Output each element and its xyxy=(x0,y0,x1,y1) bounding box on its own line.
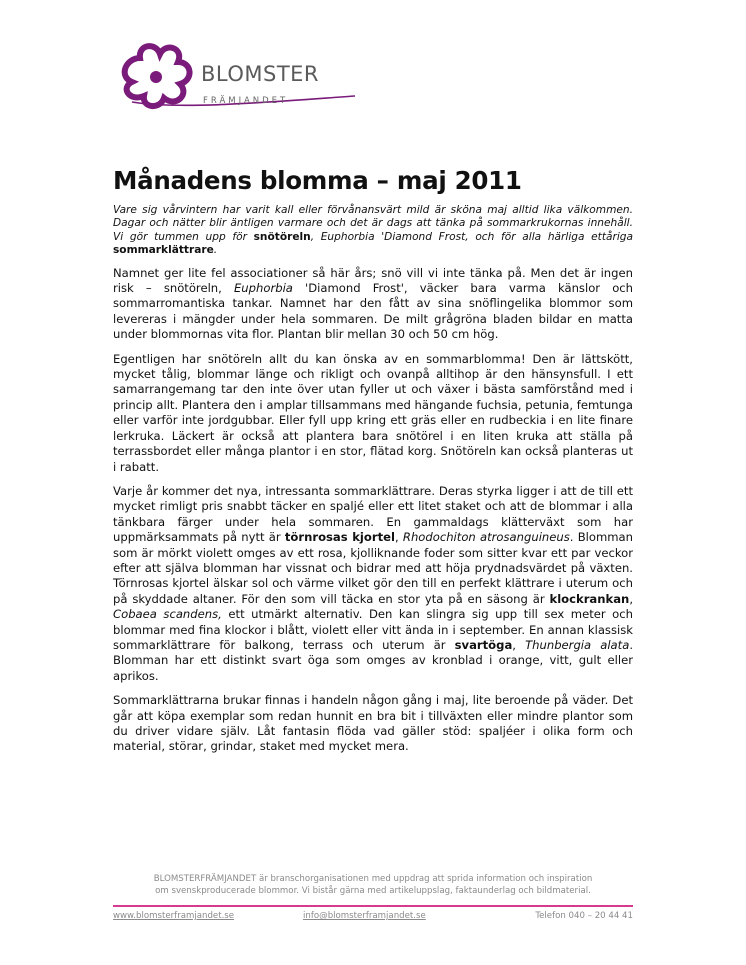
paragraph-4: Sommarklättrarna brukar finnas i handeln någon gång i maj, lite beroende på väder. Det går att köpa exemplar som redan hunnit en bra bit i tillväxten eller mindre plantor som du driver vidare själv. Låt fantasin flöda vad gäller stöd: spaljéer i olika form och material, störar, grindar, staket med mycket mera. xyxy=(113,693,633,754)
p3-bold-tornrosas-kjortel: törnrosas kjortel xyxy=(284,530,395,545)
logo xyxy=(110,40,360,110)
phone-number: Telefon 040 – 20 44 41 xyxy=(535,911,633,921)
lead-paragraph xyxy=(113,204,633,258)
p3-text-b: , xyxy=(394,530,403,545)
p1-text-a: Namnet ger lite fel associationer så här års; snö vill vi inte tänka på. Men det är ingen risk – snötöreln, xyxy=(113,265,633,296)
lead-text-3: . xyxy=(213,244,218,257)
p1-italic-euphorbia: Euphorbia xyxy=(233,281,293,296)
p3-text-c: . Blomman som är mörkt violett omges av ett rosa, kjolliknande foder som sitter kvar ett par veckor efter att själva blomman har vissnat och bidrar med att höja prydnadsvärdet på växten. Törnrosas kjortel älskar sol och värme vilket gör den till en perfekt klättrare i uterum och på skyddade altaner. För den som vill täcka en stor yta på en säsong är xyxy=(113,530,634,606)
paragraph-2: Egentligen har snötöreln allt du kan önska av en sommarblomma! Den är lättskött, mycket tålig, blommar länge och rikligt och ovanpå alltihop är den hänsynsfull. I ett samarrangemang tar den inte över utan fyller ut och växer i bästa samförstånd med i princip allt. Plantera den i amplar tillsammans med hängande fuchsia, petunia, femtunga eller varför inte jordgubbar. Eller fyll upp kring ett gräs eller en rudbeckia i en lite finare lerkruka. Läckert är också att plantera bara snötörel i en liten kruka att ställa på terrassbordet eller många plantor i en stor, flätad korg. Snötöreln kan också planteras ut i rabatt. xyxy=(113,351,633,474)
page-title: Månadens blomma – maj 2011 xyxy=(113,166,522,195)
email-link[interactable]: info@blomsterframjandet.se xyxy=(303,911,426,921)
website-link[interactable]: www.blomsterframjandet.se xyxy=(113,911,235,921)
footer-links xyxy=(113,911,633,925)
lead-bold-snotoreln: snötöreln xyxy=(253,230,311,243)
lead-text-2: , Euphorbia 'Diamond Frost, och för alla härliga ettåriga xyxy=(310,230,633,243)
logo-subtitle: FRÄMJANDET xyxy=(203,96,289,106)
footer-note xyxy=(113,873,633,897)
p3-text-a: Varje år kommer det nya, intressanta sommarklättrare. Deras styrka ligger i att de till ett mycket rimligt pris snabbt täcker en spaljé eller ett litet staket och att de blommar i alla tänkbara färger under hela sommaren. En gammaldags klätterväxt som har uppmärksammats på nytt är xyxy=(113,483,633,545)
lead-bold-sommarklattrare: sommarklättrare xyxy=(113,244,214,257)
footer-note-line-1: BLOMSTERFRÄMJANDET är branschorganisationen med uppdrag att sprida information och inspiration xyxy=(153,874,593,884)
p1-text-b: 'Diamond Frost', väcker bara varma känslor och sommarromantiska tankar. Namnet har den fått av sina snöflingelika blommor som levereras i mängder under hela sommaren. De milt grågröna bladen bildar en matta under blommornas vita flor. Plantan blir mellan 30 och 50 cm hög. xyxy=(113,281,634,342)
p3-text-g: . Blomman har ett distinkt svart öga som omges av kronblad i orange, vitt, gult eller aprikos. xyxy=(113,637,633,683)
p3-italic-rhodochiton: Rhodochiton atrosanguineus xyxy=(402,530,570,545)
logo-wordmark: BLOMSTER xyxy=(201,62,320,86)
p3-bold-klockrankan: klockrankan xyxy=(549,591,630,606)
p3-text-e: ett utmärkt alternativ. Den kan slingra sig upp till sex meter och blommar med fina klockor i blått, violett eller vitt ända in i september. En annan klassisk sommarklättrare för balkong, terrass och uterum är xyxy=(113,607,634,652)
footer-note-line-2: om svenskproducerade blommor. Vi bistår gärna med artikeluppslag, faktaunderlag och bildmaterial. xyxy=(155,886,591,896)
paragraph-3 xyxy=(113,484,633,684)
p3-bold-svartoga: svartöga xyxy=(454,637,513,652)
footer-divider xyxy=(113,905,633,907)
article xyxy=(113,166,633,764)
p3-italic-cobaea: Cobaea scandens, xyxy=(113,607,222,622)
lead-text-1: Vare sig vårvintern har varit kall eller förvånansvärt mild är sköna maj alltid lika välkommen. Dagar och nätter blir äntligen varmare och det är dags att tänka på sommarkrukornas innehåll. Vi gör tummen upp för xyxy=(113,204,633,243)
p3-italic-thunbergia: Thunbergia alata xyxy=(525,637,630,652)
p3-text-d: , xyxy=(629,591,633,606)
p3-text-f: , xyxy=(512,637,526,652)
paragraph-1 xyxy=(113,266,633,343)
